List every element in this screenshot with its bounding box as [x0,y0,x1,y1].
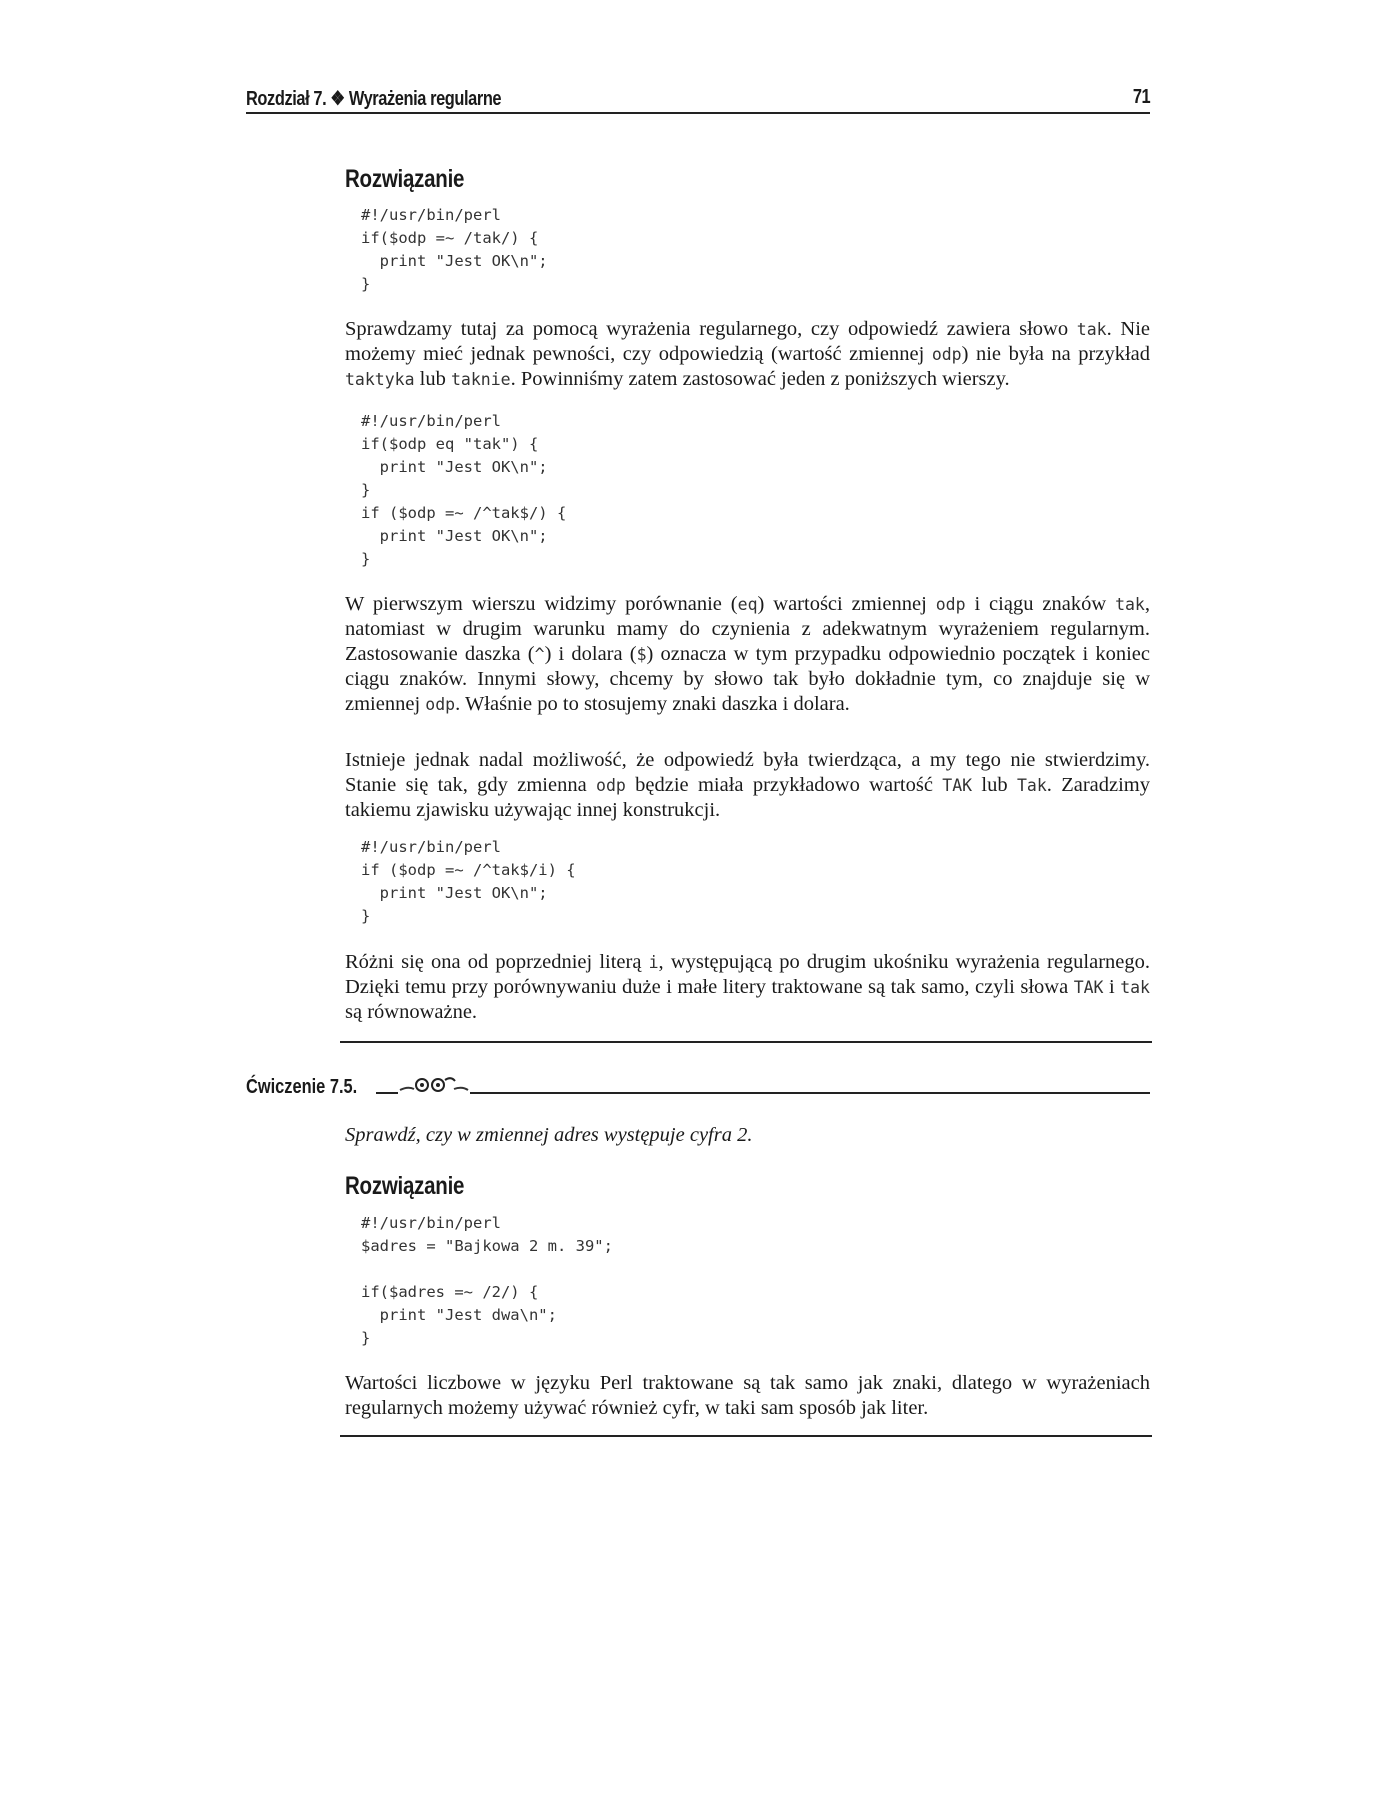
page-number: 71 [1132,86,1150,108]
inline-code: $ [636,645,647,664]
inline-code: tak [1076,320,1107,339]
paragraph: Sprawdzamy tutaj za pomocą wyrażenia regularnego, czy odpowiedź zawiera słowo tak. Nie możemy mieć jednak pewności, czy odpowiedzią (wartość zmiennej odp) nie była na przykład taktyka lub taknie. Powinniśmy zatem zastosować jeden z poniższych wierszy. [345,318,1150,390]
paragraph: W pierwszym wierszu widzimy porównanie (eq) wartości zmiennej odp i ciągu znaków tak, natomiast w drugim warunku mamy do czynienia z adekwatnym wyrażeniem regularnym. Zastosowanie daszka (^) i dolara ($) oznacza w tym przypadku odpowiednio początek i koniec ciągu znaków. Innymi słowy, chcemy by słowo tak było dokładnie tym, co znajduje się w zmiennej odp. Właśnie po to stosujemy znaki daszka i dolara. [345,593,1150,715]
code-block: #!/usr/bin/perl $adres = "Bajkowa 2 m. 39"; if($adres =~ /2/) { print "Jest dwa\n"; } [361,1214,613,1347]
inline-code: TAK [942,776,973,795]
paragraph: Istnieje jednak nadal możliwość, że odpowiedź była twierdząca, a my tego nie stwierdzimy. Stanie się tak, gdy zmienna odp będzie miała przykładowo wartość TAK lub Tak. Zaradzimy takiemu zjawisku używając innej konstrukcji. [345,749,1151,821]
exercise-label: Ćwiczenie 7.5. [246,1076,358,1098]
paragraph: Wartości liczbowe w języku Perl traktowane są tak samo jak znaki, dlatego w wyrażeniach regularnych możemy używać również cyfr, w taki sam sposób jak liter. [345,1372,1150,1419]
section-divider [340,1041,1152,1043]
paragraph: Różni się ona od poprzedniej literą i, występującą po drugim ukośniku wyrażenia regularnego. Dzięki temu przy porównywaniu duże i małe litery traktowane są tak samo, czyli słowa TAK i tak są równoważne. [345,951,1151,1023]
inline-code: odp [935,595,966,614]
section-heading: Rozwiązanie [345,1172,465,1200]
exercise-rule [376,1092,1150,1094]
inline-code: tak [1115,595,1145,614]
inline-code: taknie [451,370,511,389]
inline-code: odp [596,776,626,795]
inline-code: taktyka [345,370,415,389]
running-header [246,86,1150,114]
inline-code: odp [931,345,962,364]
code-block: #!/usr/bin/perl if($odp =~ /tak/) { print "Jest OK\n"; } [361,206,548,293]
section-heading: Rozwiązanie [345,165,465,193]
exercise-header [246,1076,1150,1100]
inline-code: tak [1120,978,1150,997]
exercise-task: Sprawdź, czy w zmiennej adres występuje cyfra 2. [345,1124,753,1146]
code-block: #!/usr/bin/perl if ($odp =~ /^tak$/i) { print "Jest OK\n"; } [361,838,576,925]
inline-code: odp [425,695,456,714]
inline-code: ^ [534,645,545,664]
inline-code: eq [737,595,758,614]
ornament-icon [398,1074,470,1096]
inline-code: TAK [1073,978,1104,997]
chapter-title: Rozdział 7. ❖ Wyrażenia regularne [246,88,502,110]
inline-code: Tak [1016,776,1047,795]
section-divider [340,1435,1152,1437]
code-block: #!/usr/bin/perl if($odp eq "tak") { print "Jest OK\n"; } if ($odp =~ /^tak$/) { print "Jest OK\n"; } [361,412,567,568]
inline-code: i [648,953,659,972]
